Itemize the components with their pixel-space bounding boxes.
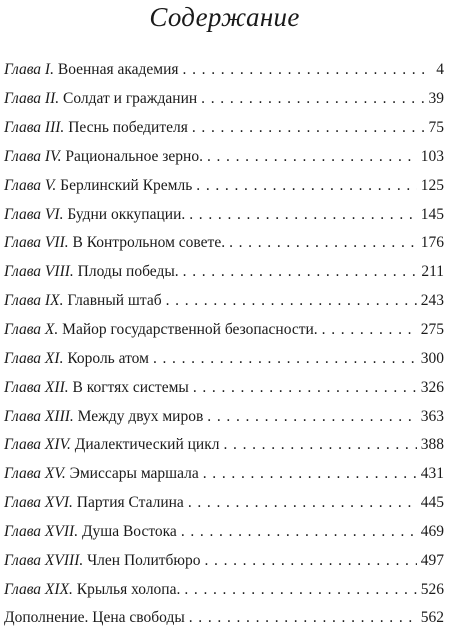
toc-chapter-title: Песнь победителя (68, 119, 188, 137)
toc-page-number: 526 (420, 580, 444, 598)
toc-entry (4, 200, 444, 229)
toc-chapter-number: Глава II. (4, 90, 60, 108)
toc-chapter-title: Эмиссары маршала (69, 465, 199, 483)
toc-chapter-title: Дополнение. Цена свободы (4, 609, 185, 627)
toc-dot-leader (204, 552, 416, 570)
toc-dot-leader (153, 350, 417, 368)
toc-chapter-number: Глава VIII. (4, 263, 74, 281)
toc-chapter-title: Между двух миров (77, 407, 204, 425)
toc-entry (4, 258, 444, 287)
toc-entry (4, 431, 444, 460)
toc-dot-leader (181, 523, 417, 541)
toc-entry (4, 402, 444, 431)
toc-list (4, 56, 444, 633)
toc-entry (4, 604, 444, 633)
toc-entry (4, 373, 444, 402)
toc-chapter-number: Глава XVI. (4, 494, 73, 512)
toc-chapter-number: Глава I. (4, 61, 54, 79)
toc-dot-leader (188, 494, 417, 512)
toc-dot-leader (189, 206, 417, 224)
toc-page-number: 469 (420, 522, 444, 540)
toc-dot-leader (207, 148, 417, 166)
toc-page-number: 145 (420, 205, 444, 223)
toc-page-number: 211 (421, 263, 444, 281)
toc-chapter-title: Король атом (67, 349, 149, 367)
toc-entry (4, 575, 444, 604)
toc-dot-leader (166, 292, 417, 310)
toc-dot-leader (229, 234, 417, 252)
toc-chapter-number: Глава XII. (4, 378, 69, 396)
toc-chapter-number: Глава VI. (4, 205, 64, 223)
toc-dot-leader (183, 263, 418, 281)
toc-entry (4, 489, 444, 518)
toc-entry (4, 518, 444, 547)
toc-page-number: 39 (428, 90, 444, 108)
toc-chapter-title: Военная академия (57, 61, 179, 79)
toc-entry (4, 85, 444, 114)
toc-chapter-number: Глава VII. (4, 234, 69, 252)
toc-chapter-number: Глава XIII. (4, 407, 74, 425)
toc-entry (4, 316, 444, 345)
toc-dot-leader (223, 436, 416, 454)
toc-chapter-title: Член Политбюро (87, 551, 201, 569)
toc-dot-leader (203, 465, 417, 483)
toc-page-number: 275 (420, 321, 444, 339)
toc-chapter-number: Глава III. (4, 119, 65, 137)
toc-chapter-number: Глава XVIII. (4, 551, 84, 569)
toc-chapter-title: Плоды победы. (77, 263, 179, 281)
toc-page-number: 363 (420, 407, 444, 425)
toc-page-number: 326 (420, 378, 444, 396)
toc-chapter-title: Рациональное зерно. (65, 147, 203, 165)
toc-page-number: 445 (420, 494, 444, 512)
page-title: Содержание (149, 2, 300, 32)
toc-dot-leader (207, 408, 416, 426)
toc-dot-leader (201, 90, 424, 108)
toc-dot-leader (193, 379, 417, 397)
toc-page-number: 103 (420, 147, 444, 165)
toc-page-number: 243 (420, 292, 444, 310)
toc-chapter-number: Глава XVII. (4, 522, 79, 540)
toc-entry (4, 143, 444, 172)
toc-chapter-title: Берлинский Кремль (60, 176, 193, 194)
toc-entry (4, 287, 444, 316)
toc-page-number: 4 (436, 61, 444, 79)
toc-dot-leader (189, 609, 417, 627)
toc-chapter-number: Глава XIV. (4, 436, 71, 454)
toc-chapter-title: Будни оккупации. (67, 205, 186, 223)
toc-dot-leader (183, 61, 428, 79)
toc-chapter-number: Глава IX. (4, 292, 64, 310)
toc-page-number: 562 (420, 609, 444, 627)
toc-page-number: 75 (428, 119, 444, 137)
toc-entry (4, 344, 444, 373)
toc-page-number: 388 (420, 436, 444, 454)
toc-chapter-title: В Контрольном совете. (72, 234, 226, 252)
toc-chapter-title: Крылья холопа. (76, 580, 181, 598)
toc-chapter-title: Главный штаб (67, 292, 162, 310)
toc-chapter-title: Душа Востока (81, 522, 177, 540)
toc-page-number: 125 (420, 176, 444, 194)
toc-chapter-number: Глава X. (4, 321, 59, 339)
toc-page-number: 431 (420, 465, 444, 483)
toc-chapter-number: Глава XIX. (4, 580, 73, 598)
toc-page-number: 497 (420, 551, 444, 569)
toc-dot-leader (322, 321, 417, 339)
toc-entry (4, 546, 444, 575)
toc-chapter-number: Глава IV. (4, 147, 62, 165)
toc-entry (4, 460, 444, 489)
toc-chapter-number: Глава XV. (4, 465, 66, 483)
toc-dot-leader (184, 581, 416, 599)
toc-entry (4, 171, 444, 200)
toc-entry (4, 114, 444, 143)
toc-chapter-number: Глава V. (4, 176, 57, 194)
toc-chapter-number: Глава XI. (4, 349, 64, 367)
toc-entry (4, 229, 444, 258)
toc-chapter-title: Партия Сталина (76, 494, 184, 512)
toc-page-number: 300 (420, 349, 444, 367)
toc-entry (4, 56, 444, 85)
toc-dot-leader (192, 119, 425, 137)
toc-page-number: 176 (420, 234, 444, 252)
toc-chapter-title: Солдат и гражданин (63, 90, 198, 108)
toc-chapter-title: Майор государственной безопасности. (62, 321, 318, 339)
toc-chapter-title: В когтях системы (72, 378, 189, 396)
toc-chapter-title: Диалектический цикл (74, 436, 220, 454)
toc-dot-leader (196, 177, 416, 195)
